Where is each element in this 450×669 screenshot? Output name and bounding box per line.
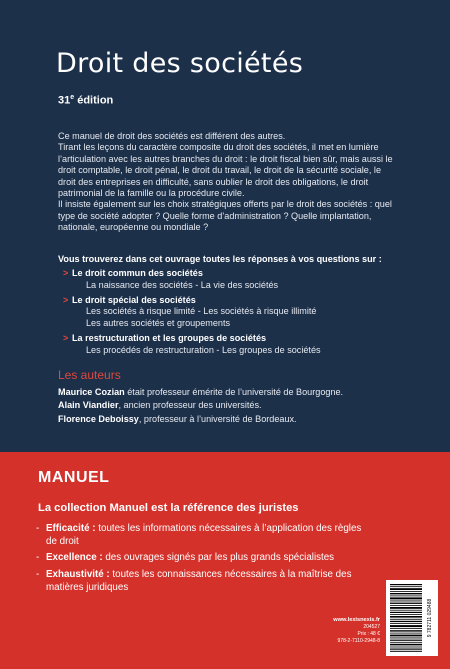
toc-heading: Le droit spécial des sociétés	[72, 294, 196, 305]
collection-panel	[0, 452, 450, 669]
authors-title: Les auteurs	[58, 368, 121, 382]
barcode	[386, 580, 438, 656]
author-name: Florence Deboissy	[58, 413, 139, 424]
author-name: Alain Viandier	[58, 400, 119, 411]
collection-features	[36, 522, 374, 597]
questions-title: Vous trouverez dans cet ouvrage toutes les réponses à vos questions sur :	[58, 254, 382, 264]
product-code: 204527	[363, 624, 380, 630]
series-logo: MANUEL	[38, 469, 110, 486]
price: Prix : 48 €	[357, 631, 380, 637]
feature-item: - Excellence : des ouvrages signés par les plus grands spécialistes	[36, 552, 335, 564]
toc-subitem: La naissance des sociétés - La vie des sociétés	[86, 279, 279, 290]
toc-subitem: Les sociétés à risque limité - Les sociétés à risque illimité	[86, 306, 317, 317]
table-of-contents	[63, 268, 402, 360]
collection-title: La collection Manuel est la référence des juristes	[38, 502, 299, 514]
toc-heading: La restructuration et les groupes de sociétés	[72, 332, 267, 343]
intro-paragraph: Tirant les leçons du caractère composite du droit des sociétés, il met en lumière l’articulation avec les autres branches du droit : le droit fiscal bien sûr, mais aussi le droit comptable, le droit pénal, le droit du travail, le droit de la sécurité sociale, le droit des entreprises en difficulté, sans oublier le droit des obligations, le droit patrimonial de la famille ou la procédure civile.	[58, 142, 393, 199]
barcode-icon	[386, 580, 438, 656]
author-entry: Alain Viandier, ancien professeur des universités.	[58, 400, 262, 411]
isbn: 978-2-7110-2948-8	[337, 638, 380, 644]
author-entry: Florence Deboissy, professeur à l’université de Bordeaux.	[58, 413, 297, 424]
toc-section	[63, 268, 402, 292]
feature-item: - Efficacité : toutes les informations nécessaires à l’application des règles de droit	[36, 523, 362, 548]
toc-section	[63, 294, 402, 330]
toc-heading: Le droit commun des sociétés	[72, 268, 203, 278]
toc-subitem: Les procédés de restructuration - Les groupes de sociétés	[86, 344, 321, 355]
arrow-icon: >	[63, 294, 69, 305]
author-entry: Maurice Cozian était professeur émérite de l’université de Bourgogne.	[58, 387, 344, 397]
edition-label: 31e édition	[58, 94, 114, 107]
intro-paragraph: Il insiste également sur les choix stratégiques offerts par le droit des sociétés : quel type de société adopter ? Quelle forme d’administration ? Quelle implantation, nationale, européenne ou mondiale ?	[58, 199, 392, 233]
toc-section	[63, 332, 402, 357]
barcode-digits: 9 782711 029488	[427, 598, 433, 638]
arrow-icon: >	[63, 332, 69, 343]
book-title: Droit des sociétés	[56, 48, 304, 79]
toc-subitem: Les autres sociétés et groupements	[86, 318, 231, 329]
author-name: Maurice Cozian	[58, 387, 125, 397]
intro-paragraph: Ce manuel de droit des sociétés est différent des autres.	[58, 131, 286, 141]
publisher-info	[325, 617, 380, 645]
arrow-icon: >	[63, 268, 69, 278]
authors-list	[58, 386, 398, 426]
feature-item: - Exhaustivité : toutes les connaissances nécessaires à la maîtrise des matières juridiques	[36, 568, 352, 593]
intro-text	[58, 131, 398, 234]
publisher-website: www.lexisnexis.fr	[333, 617, 380, 623]
